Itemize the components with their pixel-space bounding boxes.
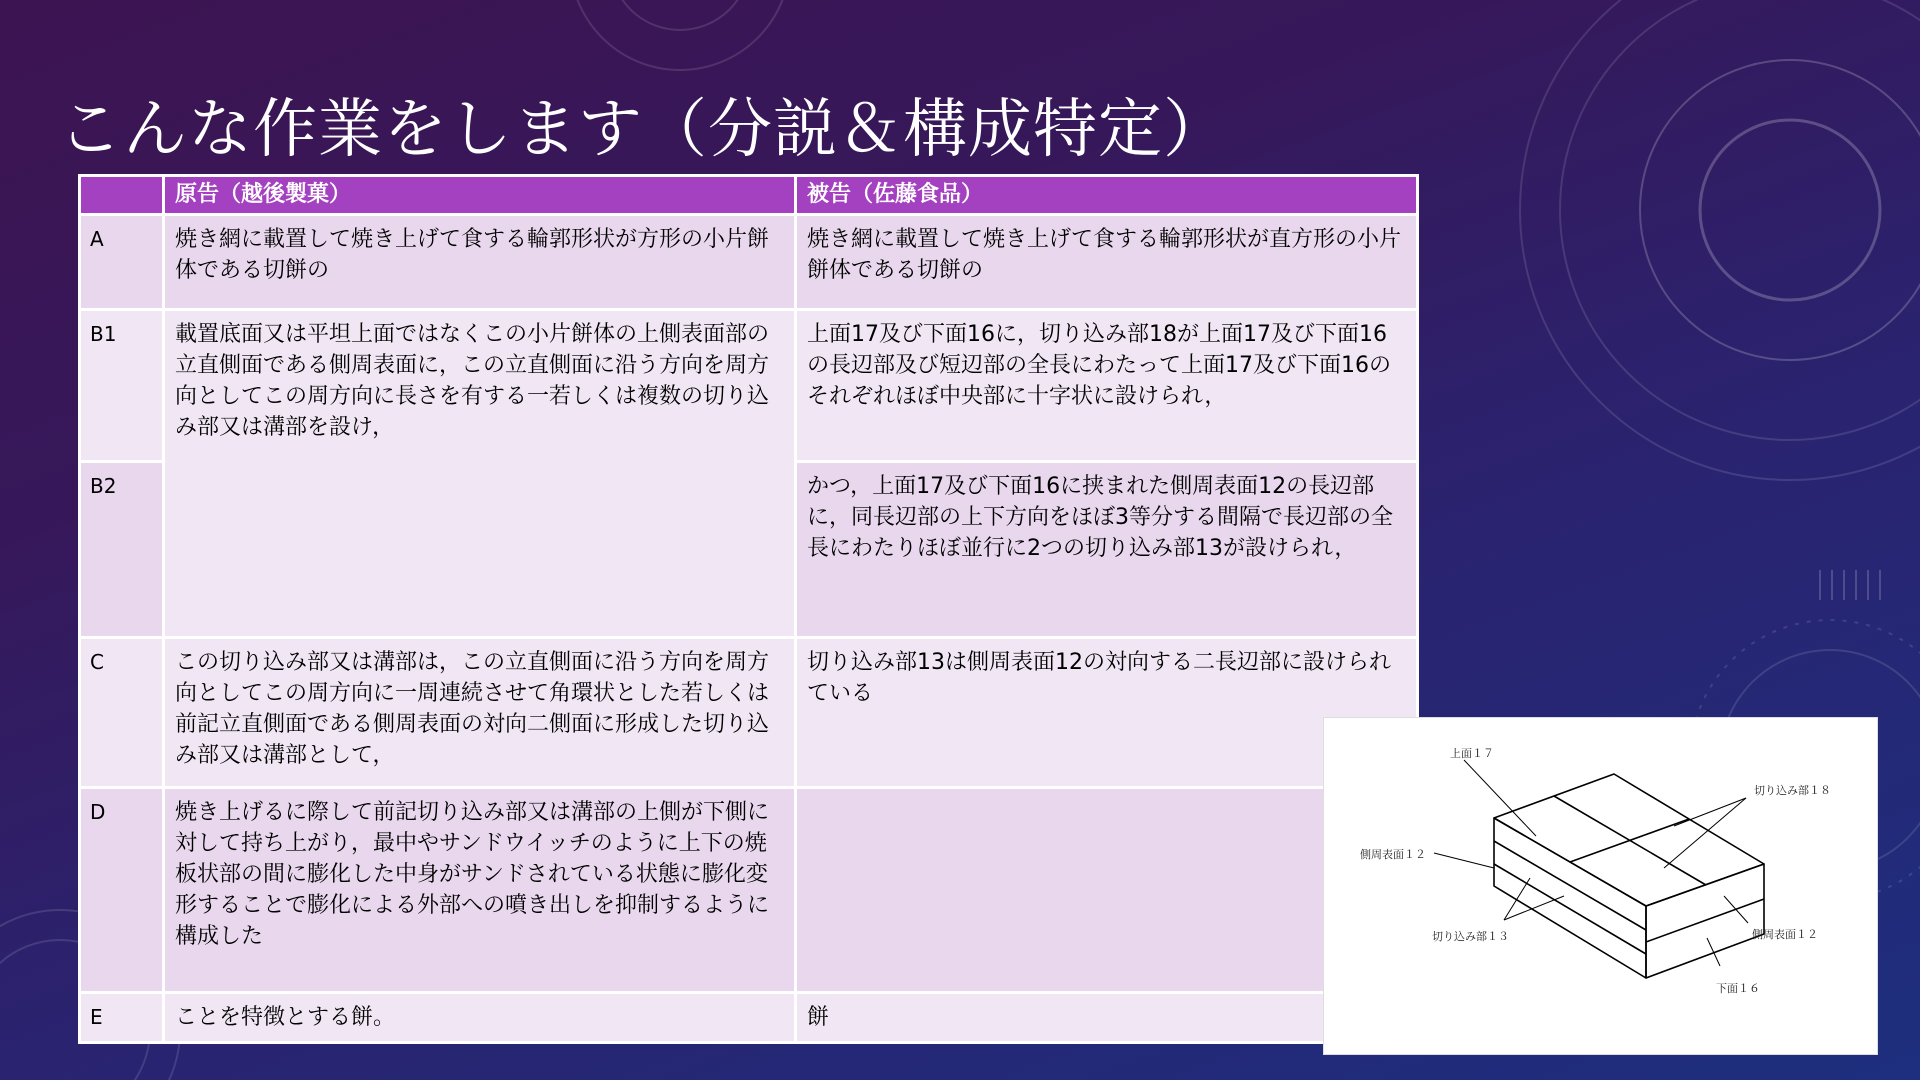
header-label-column — [80, 176, 164, 215]
figure-label-side-right: 側周表面１２ — [1752, 928, 1818, 941]
plaintiff-cell: 載置底面又は平坦上面ではなくこの小片餅体の上側表面部の立直側面である側周表面に，この立直側面に沿う方向を周方向としてこの周方向に長さを有する一若しくは複数の切り込み部又は溝部を設け， — [164, 310, 796, 638]
defendant-cell: 焼き網に載置して焼き上げて食する輪郭形状が直方形の小片餅体である切餅の — [796, 215, 1418, 310]
plaintiff-cell: 焼き上げるに際して前記切り込み部又は溝部の上側が下側に対して持ち上がり，最中やサンドウイッチのように上下の焼板状部の間に膨化した中身がサンドされている状態に膨化変形することで膨化による外部への噴き出しを抑制するように構成した — [164, 788, 796, 993]
row-label: E — [80, 993, 164, 1043]
table-row — [80, 215, 1418, 310]
figure-label-top-face: 上面１７ — [1450, 747, 1494, 760]
row-label: A — [80, 215, 164, 310]
rice-cake-diagram — [1324, 718, 1877, 1054]
defendant-cell: かつ，上面17及び下面16に挟まれた側周表面12の長辺部に，同長辺部の上下方向をほぼ3等分する間隔で長辺部の全長にわたりほぼ並行に2つの切り込み部13が設けられ， — [796, 462, 1418, 638]
table-row — [80, 788, 1418, 993]
defendant-cell: 上面17及び下面16に，切り込み部18が上面17及び下面16の長辺部及び短辺部の全長にわたって上面17及び下面16のそれぞれほぼ中央部に十字状に設けられ， — [796, 310, 1418, 462]
plaintiff-cell: ことを特徴とする餅。 — [164, 993, 796, 1043]
table-row — [80, 310, 1418, 462]
table-row — [80, 993, 1418, 1043]
table-row — [80, 638, 1418, 788]
row-label: D — [80, 788, 164, 993]
row-label: C — [80, 638, 164, 788]
defendant-cell: 切り込み部13は側周表面12の対向する二長辺部に設けられている — [796, 638, 1418, 788]
row-label: B2 — [80, 462, 164, 638]
patent-figure — [1323, 717, 1878, 1055]
figure-label-cut-13: 切り込み部１３ — [1432, 930, 1509, 943]
comparison-table — [78, 174, 1419, 1044]
row-label: B1 — [80, 310, 164, 462]
header-defendant: 被告（佐藤食品） — [796, 176, 1418, 215]
figure-label-cut-18: 切り込み部１８ — [1754, 784, 1831, 797]
figure-label-side-left: 側周表面１２ — [1360, 848, 1426, 861]
plaintiff-cell: この切り込み部又は溝部は，この立直側面に沿う方向を周方向としてこの周方向に一周連続させて角環状とした若しくは前記立直側面である側周表面の対向二側面に形成した切り込み部又は溝部として， — [164, 638, 796, 788]
defendant-cell: 餅 — [796, 993, 1418, 1043]
plaintiff-cell: 焼き網に載置して焼き上げて食する輪郭形状が方形の小片餅体である切餅の — [164, 215, 796, 310]
figure-label-bottom-face: 下面１６ — [1716, 982, 1760, 995]
slide-title: こんな作業をします（分説＆構成特定） — [58, 93, 1228, 167]
table-header-row — [80, 176, 1418, 215]
header-plaintiff: 原告（越後製菓） — [164, 176, 796, 215]
